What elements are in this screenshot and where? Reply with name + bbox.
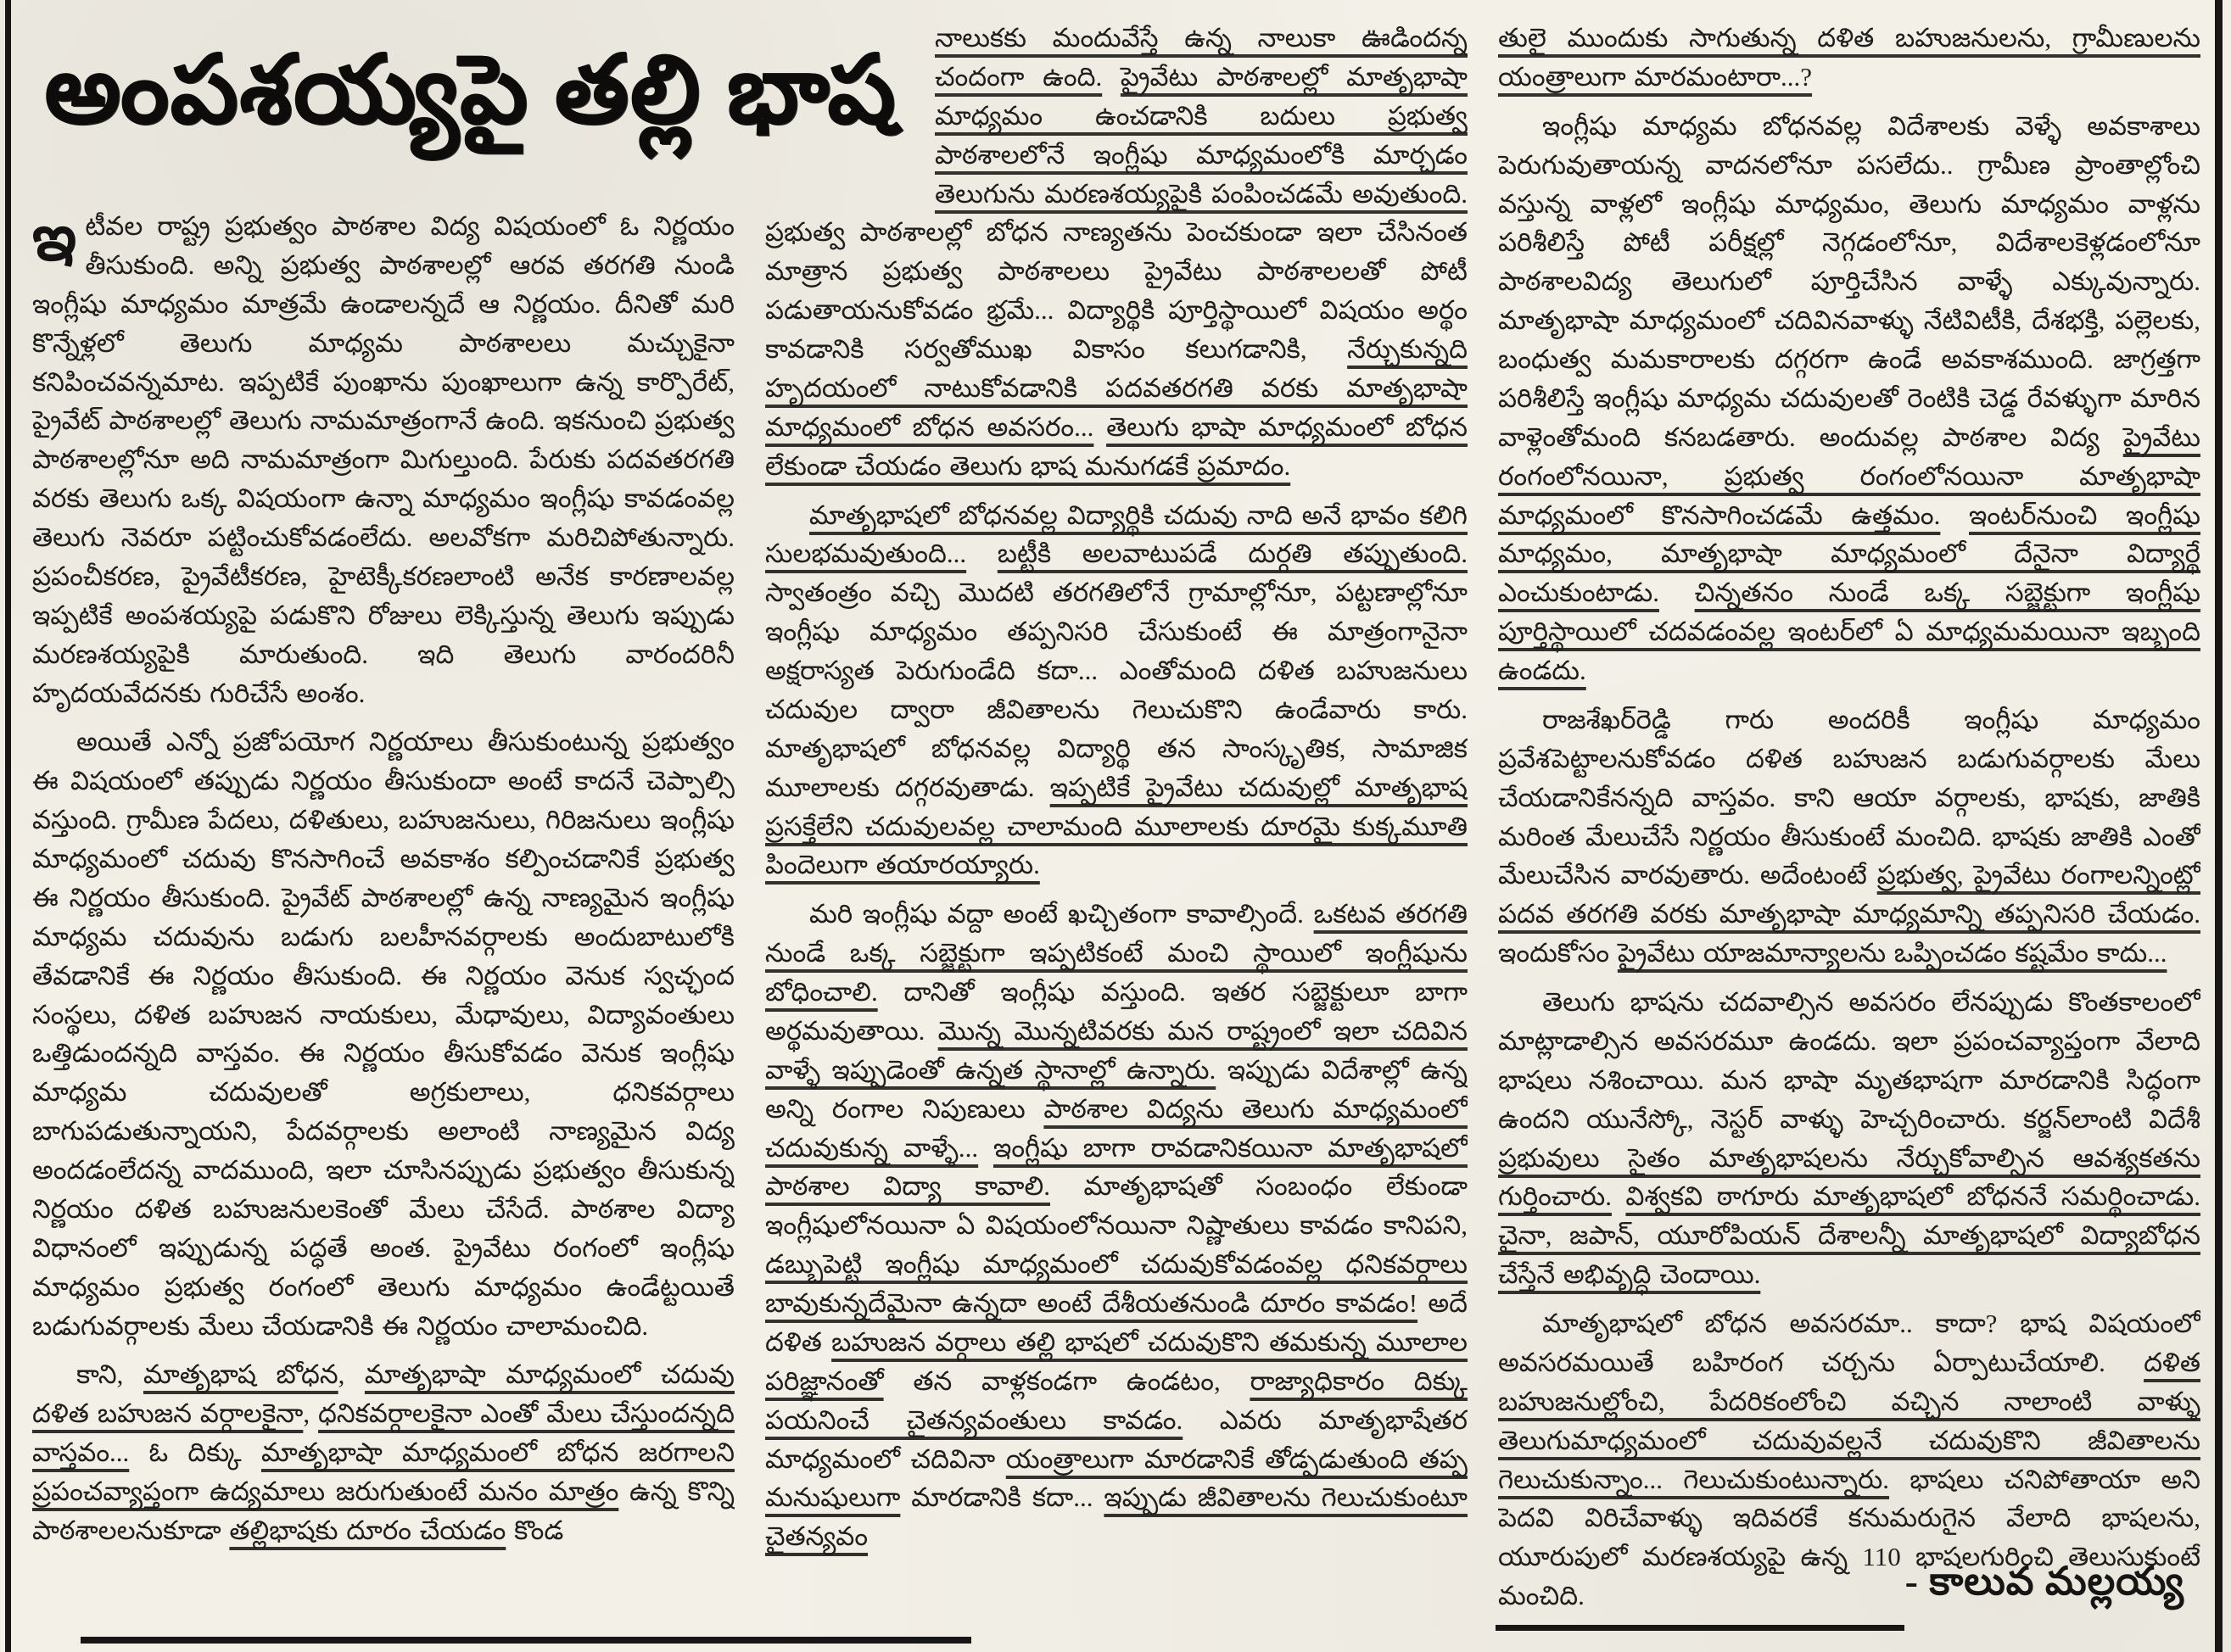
pen-underlined-phrase: చిన్నతనం నుండే ఒక్క సబ్జెక్టుగా ఇంగ్లీషు పూర్తిస్థాయిలో చదవడంవల్ల ఇంటర్‌లో ఏ మాధ్యమమయినా ఇబ్బంది ఉండదు. <box>1498 578 2200 685</box>
text-segment <box>1940 500 1969 530</box>
article-paragraph <box>32 723 735 1345</box>
pen-underlined-phrase: ప్రైవేటు యాజమాన్యాలను ఒప్పించడం కష్టమేం కాదు... <box>1617 938 2167 968</box>
right-edge-rule <box>2215 0 2223 1652</box>
pen-underlined-phrase: డబ్బుపెట్టి ఇంగ్లీషు మాధ్యమంలో చదువుకోవడంవల్ల ధనికవర్గాలు బావుకున్నదేమైనా ఉన్నదా అంటే దేశీయతనుండి దూరం కావడం! <box>765 1249 1468 1318</box>
article-paragraph <box>765 895 1468 1556</box>
text-segment: ఇప్పుడు విదేశాల్లో ఉన్న అన్ని రంగాల నిపుణులు <box>765 1054 1468 1124</box>
text-segment: మరి ఇంగ్లీషు వద్దా అంటే ఖచ్చితంగా కావాల్సిందే. <box>809 899 1314 929</box>
pen-underlined-phrase: ఇప్పటికే ప్రైవేటు చదువుల్లో మాతృభాష ప్రసక్తేలేని చదువులవల్ల చాలామంది మూలాలకు దూరమై కుక్కమూతి పిందెలుగా తయారయ్యారు. <box>765 772 1468 880</box>
text-segment: మాతృభాషలో బోధన అవసరమా.. కాదా? భాష విషయంలో అవసరమయితే బహిరంగ చర్చను ఏర్పాటుచేయాలి. <box>1498 1309 2200 1377</box>
text-segment <box>1612 1181 1625 1211</box>
pen-underlined-phrase: ఇంటర్‌నుంచి ఇంగ్లీషు మాధ్యమం, మాతృభాషా మాధ్యమంలో దేనైనా విద్యార్థే ఎంచుకుంటాడు. <box>1498 500 2200 608</box>
pen-underlined-phrase: బట్టీకి అలవాటుపడే దుర్గతి తప్పుతుంది. <box>997 539 1468 569</box>
text-segment: ఇందుకోసం <box>1498 938 1618 968</box>
pen-underlined-phrase: తులై ముందుకు సాగుతున్న దళిత బహుజనులను, గ్రామీణులను <box>1498 23 2200 53</box>
pen-underlined-phrase: మాతృభాషలో బోధనవల్ల విద్యార్థికి చదువు నాది అనే భావం కలిగి సులభమవుతుంది... <box>765 500 1468 569</box>
pen-underlined-phrase: నాలుకకు మందువేస్తే ఉన్న నాలుకా ఊడిందన్న చందంగా ఉంది. <box>935 23 1468 92</box>
text-segment: మాతృభాషతో సంబంధం లేకుండా ఇంగ్లీషులోనయినా ఏ విషయంలోనయినా నిష్ణాతులు కావడం కానిపని, <box>765 1171 1468 1241</box>
text-segment: తెలుగు భాషను చదవాల్సిన అవసరం లేనప్పుడు కొంతకాలంలో మాట్లాడాల్సిన అవసరమూ ఉండదు. ఇలా ప్రపంచవ్యాప్తంగా వేలాది భాషలు నశించాయి. మన భాషా మృతభాషగా మారడానికి సిద్ధంగా ఉందని యునేస్కో, నెస్టర్ వాళ్ళు హెచ్చరించారు. కర్జన్‌లాంటి విదేశీ <box>1498 987 2200 1134</box>
text-segment: ఓ దిక్కు <box>129 1437 261 1468</box>
article-paragraph <box>32 1355 735 1549</box>
text-segment: అయితే ఎన్నో ప్రజోపయోగ నిర్ణయాలు తీసుకుంటున్న ప్రభుత్వం ఈ విషయంలో తప్పుడు నిర్ణయం తీసుకుందా అంటే కాదనే చెప్పాల్సి వస్తుంది. గ్రామీణ పేదలు, దళితులు, బహుజనులు, గిరిజనులు ఇంగ్లీషు మాధ్యమంలో చదువు కొనసాగించే అవకాశం కల్పించడానికే ప్రభుత్వ ఈ నిర్ణయం తీసుకుంది. ప్రైవేట్ పాఠశాలల్లో ఉన్న నాణ్యమైన ఇంగ్లీషు మాధ్యమ చదువును బడుగు బలహీనవర్గాలకు అందుబాటులోకి తేవడానికే ఈ నిర్ణయం తీసుకుంది. ఈ నిర్ణయం వెనుక స్వచ్ఛంద సంస్థలు, దళిత బహుజన నాయకులు, మేధావులు, విద్యావంతులు ఒత్తిడుందన్నది వాస్తవం. ఈ నిర్ణయం తీసుకోవడం వెనుక ఇంగ్లీషు మాధ్యమ చదువులతో అగ్రకులాలు, ధనికవర్గాలు బాగుపడుతున్నాయని, పేదవర్గాలకు అలాంటి నాణ్యమైన విద్య అందడంలేదన్న వాదముంది, ఇలా చూసినప్పుడు ప్రభుత్వం తీసుకున్న నిర్ణయం దళిత బహుజనులకెంతో మేలు చేసేదే. పాఠశాల విద్యా విధానంలో ఇప్పుడున్న పద్ధతే అంత. ప్రైవేటు రంగంలో ఇంగ్లీషు మాధ్యమం ప్రభుత్వ రంగంలో తెలుగు మాధ్యమం ఉండేట్టయితే బడుగువర్గాలకు మేలు చేయడానికి ఈ నిర్ణయం చాలామంచిది. <box>32 727 735 1341</box>
pen-underlined-phrase: నేర్చుకున్నది హృదయంలో నాటుకోవడానికి పదవతరగతి వరకు మాతృభాషా మాధ్యమంలో బోధన అవసరం... <box>765 334 1468 442</box>
pen-underlined-phrase: బహుజన వర్గాలు తల్లి భాషలో చదువుకొని తమకున్న మూలాల పరిజ్ఞానంతో <box>765 1326 1468 1396</box>
author-signature: - కాలువ మల్లయ్య <box>1904 1560 2184 1603</box>
article-paragraph <box>1498 700 2200 973</box>
text-segment: కొండ <box>506 1515 564 1545</box>
text-segment: దానితో ఇంగ్లీషు వస్తుంది. ఇతర సబ్జెక్టులూ బాగా అర్థమవుతాయి. <box>765 977 1468 1046</box>
pen-underlined-phrase: ప్రభుత్వ, ప్రైవేటు రంగాలన్నింట్లో పదవ తరగతి వరకు మాతృభాషా మాధ్యమాన్ని తప్పనిసరి చేయడం. <box>1498 860 2200 929</box>
pen-underlined-phrase: మాతృభాషా మాధ్యమంలో చదువు <box>364 1359 735 1390</box>
text-segment: తన వాళ్లకండగా ఉండటం, <box>883 1365 1250 1396</box>
text-segment <box>966 539 998 568</box>
pen-underlined-phrase: ఒకటవ తరగతి నుండే ఒక్క సబ్జెక్టుగా ఇప్పటికంటే మంచి స్థాయిలో ఇంగ్లీషును బోధించాలి. <box>765 899 1468 1007</box>
text-segment: టీవల రాష్ట్ర ప్రభుత్వం పాఠశాల విద్య విషయంలో ఓ నిర్ణయం తీసుకుంది. అన్ని ప్రభుత్వ పాఠశాలల్లో ఆరవ తరగతి నుండి ఇంగ్లీషు మాధ్యమం మాత్రమే ఉండాలన్నదే ఆ నిర్ణయం. దీనితో మరి కొన్నేళ్లలో తెలుగు మాధ్యమ పాఠశాలలు మచ్చుకైనా కనిపించవన్నమాట. ఇప్పటికే పుంఖాను పుంఖాలుగా ఉన్న కార్పొరేట్, ప్రైవేట్ పాఠశాలల్లో తెలుగు నామమాత్రంగానే ఉంది. ఇకనుంచి ప్రభుత్వ పాఠశాలల్లోనూ అది నామమాత్రంగా మిగుల్తుంది. పేరుకు పదవతరగతి వరకు తెలుగు ఒక్క విషయంగా ఉన్నా మాధ్యమం ఇంగ్లీషు కావడంవల్ల తెలుగు నెవరూ పట్టించుకోవడంలేదు. అలవోకగా మరిచిపోతున్నారు. ప్రపంచీకరణ, ప్రైవేటీకరణ, హైటెక్కీకరణలాంటి అనేక కారణాలవల్ల ఇప్పటికే అంపశయ్యపై పడుకొని రోజులు లెక్కిస్తున్న తెలుగు ఇప్పుడు మరణశయ్యపైకి మారుతుంది. ఇది తెలుగు వారందరినీ హృదయవేదనకు గురిచేసే అంశం. <box>32 211 735 708</box>
article-paragraph <box>1498 983 2200 1294</box>
pen-underlined-phrase: ప్రైవేటు రంగంలోనయినా, ప్రభుత్వ రంగంలోనయినా మాతృభాషా మాధ్యమంలో కొనసాగించడమే ఉత్తమం. <box>1498 421 2200 530</box>
pen-underlined-phrase: దళిత బహుజనుల్లోంచి, పేదరికంలోంచి వచ్చిన నాలాంటి వాళ్ళు తెలుగుమాధ్యమంలో చదువువల్లనే చదువుకొని జీవితాలను గెలుచుకున్నాం... గెలుచుకుంటున్నారు. <box>1498 1347 2200 1494</box>
pen-underlined-phrase: తల్లిభాషకు దూరం చేయడం <box>229 1515 506 1545</box>
text-segment: , <box>338 1359 365 1390</box>
article-paragraph <box>32 203 735 712</box>
text-segment: , <box>303 1398 319 1429</box>
article-paragraph <box>1498 107 2200 690</box>
pen-underlined-phrase: ఇంగ్లీషు బాగా రావడానికయినా మాతృభాషలో పాఠశాల విద్యా కావాలి. <box>765 1132 1468 1202</box>
article-column-2 <box>765 19 1468 1630</box>
left-edge-rule <box>5 0 11 1652</box>
pen-underlined-phrase: యంత్రాలుగా మారమంటారా...? <box>1498 61 1813 92</box>
text-segment <box>978 1133 993 1163</box>
pen-underlined-phrase: ఇప్పుడు జీవితాలను గెలుచుకుంటూ చైతన్యవం <box>765 1482 1468 1552</box>
article-columns <box>32 19 2200 1630</box>
text-segment: భాషలు చనిపోతాయా అని పెదవి విరిచేవాళ్ళు ఇదివరకే కనుమరుగైన వేలాది భాషలను, యూరుపులో మరణశయ్యపై ఉన్న 110 భాషలగురించి తెలుసుకుంటే మంచిది. <box>1498 1464 2200 1611</box>
text-segment: ఎవరు మాతృభాషేతర మాధ్యమంలో చదివినా <box>765 1404 1468 1474</box>
text-segment: కాని, <box>76 1359 143 1390</box>
article-paragraph <box>765 496 1468 885</box>
pen-underlined-phrase: ప్రభువులు సైతం మాతృభాషలను నేర్చుకోవాల్సిన ఆవశ్యకతను గుర్తించారు. <box>1498 1142 2200 1212</box>
bottom-left-rule <box>81 1637 971 1644</box>
text-segment <box>1093 412 1106 442</box>
pen-underlined-phrase: తెలుగు భాషా మాధ్యమంలో బోధన లేకుండా చేయడం తెలుగు భాష మనుగడకే ప్రమాదం. <box>765 411 1468 481</box>
article-column-1 <box>32 19 735 1630</box>
pen-underlined-phrase: మొన్న మొన్నటివరకు మన రాష్ట్రంలో ఇలా చదివిన వాళ్ళే ఇప్పుడెంతో ఉన్నత స్థానాల్లో ఉన్నారు. <box>765 1015 1468 1085</box>
pen-underlined-phrase: ప్రపంచవ్యాప్తంగా ఉద్యమాలు జరుగుతుంటే మనం మాత్రం <box>32 1476 619 1506</box>
article-column-3 <box>1498 19 2200 1630</box>
article-headline: అంపశయ్యపై తల్లి భాష <box>44 38 897 143</box>
text-segment: ఉన్న కొన్ని పాఠశాలలనుకూడా <box>32 1476 735 1545</box>
text-segment: స్వాతంత్రం వచ్చి మొదటి తరగతిలోనే గ్రామాల్లోనూ, పట్టణాల్లోనూ ఇంగ్లీషు మాధ్యమం తప్పనిసరి చేసుకుంటే ఈ మాత్రంగానైనా అక్షరాస్యత పెరుగుండేది కదా... ఎంతోమంది దళిత బహుజనులు చదువుల ద్వారా జీవితాలను గెలుచుకొని ఉండేవారు కారు. మాతృభాషలో బోధనవల్ల విద్యార్థి తన సాంస్కృతిక, సామాజిక మూలాలకు దగ్గరవుతాడు. <box>765 578 1468 802</box>
pen-underlined-phrase: మాతృభాష బోధన <box>143 1359 338 1390</box>
pen-underlined-phrase: దళిత బహుజన వర్గాలకైనా <box>32 1398 304 1429</box>
pen-underlined-phrase: విశ్వకవి ఠాగూరు మాతృభాషలో బోధననే సమర్థించాడు. <box>1625 1181 2200 1212</box>
text-segment: అదే దళిత <box>765 1288 1468 1357</box>
pen-underlined-phrase: చైనా, జపాన్, యూరోపియన్ దేశాలన్నీ మాతృభాషలో విద్యాబోధన చేస్తేనే అభివృద్ధి చెందాయి. <box>1498 1220 2200 1290</box>
article-paragraph <box>1498 19 2200 97</box>
headline-wrap-spacer <box>765 19 935 202</box>
drop-cap: ఇ <box>32 203 77 274</box>
pen-underlined-phrase: మాతృభాషా మాధ్యమంలో బోధన జరగాలని <box>260 1437 735 1468</box>
text-segment: ఇంగ్లీషు మాధ్యమ బోధనవల్ల విదేశాలకు వెళ్ళే అవకాశాలు పెరుగువుతాయన్న వాదనలోనూ పసలేదు.. గ్రామీణ ప్రాంతాల్లోంచి వస్తున్న వాళ్లలో ఇంగ్లీషు మాధ్యమం, తెలుగు మాధ్యమం వాళ్లను పరిశీలిస్తే పోటీ పరీక్షల్లో నెగ్గడంలోనూ, విదేశాలకెళ్లడంలోనూ పాఠశాలవిద్య తెలుగులో పూర్తిచేసిన వాళ్ళే ఎక్కువున్నారు. మాతృభాషా మాధ్యమంలో చదివినవాళ్ళు నేటివిటీకి, దేశభక్తి, పల్లెలకు, బంధుత్వ మమకారాలకు దగ్గరగా ఉండే అవకాశముంది. జాగ్రత్తగా పరిశీలిస్తే ఇంగ్లీషు మాధ్యమ చదువులతో రెంటికి చెడ్డ రేవళ్ళుగా మారిన వాళ్లెంతోమంది కనబడతారు. అందువల్ల పాఠశాల విద్య <box>1498 110 2200 452</box>
pen-underlined-phrase: యంత్రాలుగా మారడానికే తోడ్పడుతుంది తప్ప మనుషులుగా <box>765 1443 1468 1513</box>
pen-underlined-phrase: రాజ్యాధికారం దిక్కు పయనించే చైతన్యవంతులు కావడం. <box>765 1365 1468 1435</box>
text-segment: ప్రభుత్వ పాఠశాలల్లో బోధన నాణ్యతను పెంచకుండా ఇలా చేసినంత మాత్రాన ప్రభుత్వ పాఠశాలలు ప్రైవేటు పాఠశాలలతో పోటీ పడుతాయనుకోవడం భ్రమే... విద్యార్థికి పూర్తిస్థాయిలో విషయం అర్థం కావడానికి సర్వతోముఖ వికాసం కలుగడానికి, <box>765 217 1468 364</box>
text-segment <box>1102 62 1121 92</box>
text-segment <box>1659 578 1695 607</box>
text-segment: రాజశేఖర్‌రెడ్డి గారు అందరికీ ఇంగ్లీషు మాధ్యమం ప్రవేశపెట్టాలనుకోవడం దళిత బహుజన బడుగువర్గాలకు మేలు చేయడానికేనన్నది వాస్తవం. కాని ఆయా వర్గాలకు, భాషకు, జాతికి మరింత మేలుచేసే నిర్ణయం తీసుకుంటే మంచిది. భాషకు జాతికి ఎంతో మేలుచేసిన వారవుతారు. అదేంటంటే <box>1498 704 2200 890</box>
pen-underlined-phrase: పాఠశాల విద్యను తెలుగు మాధ్యమంలో చదువుకున్న వాళ్ళే... <box>765 1093 1468 1163</box>
pen-underlined-phrase: ధనికవర్గాలకైనా ఎంతో మేలు చేస్తుందన్నది వాస్తవం... <box>32 1398 735 1468</box>
pen-underlined-phrase: ప్రైవేటు పాఠశాలల్లో మాతృభాషా మాధ్యమం ఉంచడానికి బదులు ప్రభుత్వ పాఠశాలలోనే ఇంగ్లీషు మాధ్యమంలోకి మార్చడం తెలుగును మరణశయ్యపైకి పంపించడమే అవుతుంది. <box>935 61 1468 209</box>
text-segment: మారడానికి కదా... <box>900 1482 1104 1513</box>
